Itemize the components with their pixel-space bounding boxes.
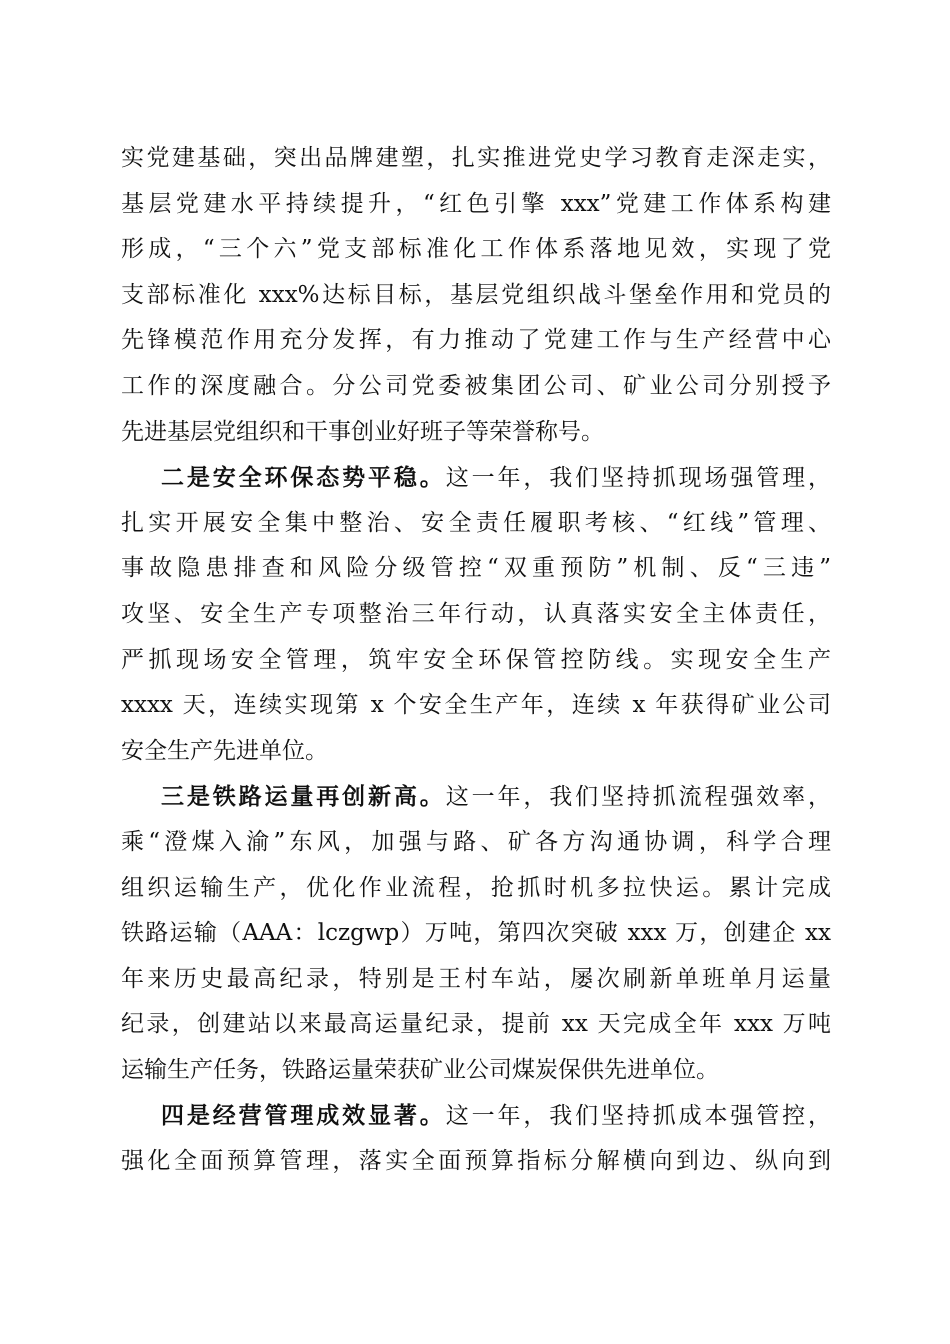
paragraph-safety bbox=[121, 455, 831, 774]
text-line: 攻坚、安全生产专项整治三年行动，认真落实安全主体责任， bbox=[121, 600, 831, 627]
text-line: 先锋模范作用充分发挥，有力推动了党建工作与生产经营中心 bbox=[121, 327, 831, 354]
text-line: 实党建基础，突出品牌建塑，扎实推进党史学习教育走深走实， bbox=[121, 145, 831, 171]
text-span: 这一年，我们坚持抓成本强管控， bbox=[445, 1103, 832, 1130]
body-text bbox=[121, 136, 831, 1185]
text-line: 强化全面预算管理，落实全面预算指标分解横向到边、纵向到 bbox=[121, 1148, 831, 1175]
text-line: xxxx 天，连续实现第 x 个安全生产年，连续 x 年获得矿业公司 bbox=[121, 692, 831, 719]
text-span: 这一年，我们坚持抓流程强效率， bbox=[445, 784, 832, 811]
text-line: 工作的深度融合。分公司党委被集团公司、矿业公司分别授予 bbox=[121, 372, 831, 399]
text-line: 乘“澄煤入渝”东风，加强与路、矿各方沟通协调，科学合理 bbox=[121, 828, 831, 855]
text-line: 基层党建水平持续提升，“红色引擎 xxx”党建工作体系构建 bbox=[121, 190, 831, 217]
paragraph-management bbox=[121, 1093, 831, 1184]
text-span: 这一年，我们坚持抓现场强管理， bbox=[445, 465, 832, 492]
paragraph-heading: 二是安全环保态势平稳。 bbox=[161, 464, 446, 492]
text-line: 组织运输生产，优化作业流程，抢抓时机多拉快运。累计完成 bbox=[121, 874, 831, 901]
text-line: 纪录，创建站以来最高运量纪录，提前 xx 天完成全年 xxx 万吨 bbox=[121, 1011, 831, 1038]
text-line: 安全生产先进单位。 bbox=[121, 737, 328, 764]
text-line: 运输生产任务，铁路运量荣获矿业公司煤炭保供先进单位。 bbox=[121, 1056, 719, 1083]
text-line: 支部标准化 xxx%达标目标，基层党组织战斗堡垒作用和党员的 bbox=[121, 281, 831, 308]
text-line bbox=[121, 774, 831, 820]
text-line bbox=[121, 1093, 831, 1139]
paragraph-heading: 三是铁路运量再创新高。 bbox=[161, 783, 446, 811]
paragraph-party-building bbox=[121, 136, 831, 455]
text-line: 铁路运输（AAA：lczgwp）万吨，第四次突破 xxx 万，创建企 xx bbox=[121, 920, 831, 947]
text-line: 事故隐患排查和风险分级管控“双重预防”机制、反“三违” bbox=[121, 555, 831, 582]
text-line: 年来历史最高纪录，特别是王村车站，屡次刷新单班单月运量 bbox=[121, 965, 831, 992]
text-line: 先进基层党组织和干事创业好班子等荣誉称号。 bbox=[121, 418, 604, 445]
text-line bbox=[121, 455, 831, 501]
paragraph-railway bbox=[121, 774, 831, 1093]
text-line: 扎实开展安全集中整治、安全责任履职考核、“红线”管理、 bbox=[121, 509, 831, 536]
paragraph-heading: 四是经营管理成效显著。 bbox=[161, 1102, 446, 1130]
text-line: 严抓现场安全管理，筑牢安全环保管控防线。实现安全生产 bbox=[121, 646, 831, 673]
text-line: 形成，“三个六”党支部标准化工作体系落地见效，实现了党 bbox=[121, 236, 831, 263]
